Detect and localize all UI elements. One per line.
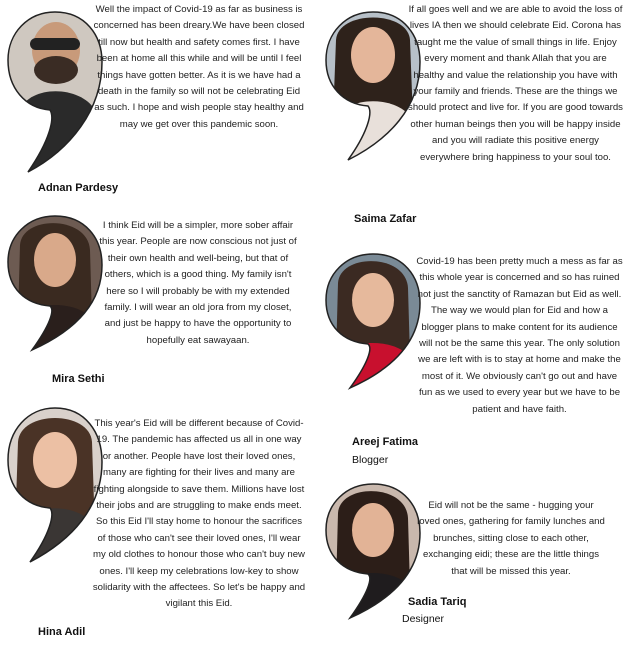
person-name: Saima Zafar (354, 213, 417, 225)
quote-text: This year's Eid will be different because of Covid-19. The pandemic has affected us all in one way or another. People have lost their loved ones, many are fighting for their lives and many are fighting alongside to save them. Millions have lost their jobs and are struggling to make ends meet. So this Eid I'll stay home to honour the sacrifices of those who can't see their loved ones, I'll wear my old clothes to honour those who can't buy new ones. I'll keep my celebrations low-key to show solidarity with the affectees. So let's be happy and vigilant this Eid. (92, 418, 306, 610)
quote-text: If all goes well and we are able to avoid the loss of lives IA then we should celebrate Eid. Corona has taught me the value of small things in life. Enjoy every moment and thank Allah that you are healthy and value the relationship you have with your family and friends. These are the things we should protect and live for. If you are good towards other human beings then you will be happy inside and you will radiate this positive energy everywhere bring happiness to your soul too. (408, 4, 623, 163)
person-name: Adnan Pardesy (38, 182, 119, 194)
person-name: Mira Sethi (52, 373, 105, 385)
card-sadia-tariq (318, 478, 625, 647)
quote-text: Covid-19 has been pretty much a mess as far as this whole year is concerned and so has ruined not just the sanctity of Ramazan but Eid as well. The way we would plan for Eid and how a blogger plans to make content for its audience will not be the same this year. The only solution we are left with is to stay at home and make the most of it. We obviously can't go out and have fun as we used to every year but we have to be patient and have faith. (416, 256, 623, 415)
card-adnan-pardesy (0, 0, 312, 205)
person-name: Sadia Tariq (408, 596, 467, 608)
quote-text: Eid will not be the same - hugging your loved ones, gathering for family lunches and brunches, sitting close to each other, exchanging eidi; these are the little things that will be missed this year. (417, 500, 605, 577)
person-title: Designer (402, 613, 445, 625)
card-mira-sethi (0, 210, 312, 390)
quote-text: Well the impact of Covid-19 as far as business is concerned has been dreary.We have been closed till now but health and safety comes first. I have been at home all this while and will be until I feel things have gotten better. As it is we have had a death in the family so will not be celebrating Eid as such. I hope and wish people stay healthy and may we get over this pandemic soon. (93, 4, 305, 130)
person-title: Blogger (352, 454, 389, 466)
quote-text: I think Eid will be a simpler, more sober affair this year. People are now conscious not just of their own health and well-being, but that of others, which is a good thing. My family isn't here so I will probably be with my extended family. I will wear an old jora from my closet, and just be happy to have the opportunity to hopefully eat sawayaan. (99, 220, 297, 346)
person-name: Hina Adil (38, 626, 86, 638)
card-hina-adil (0, 402, 312, 647)
person-name: Areej Fatima (352, 436, 419, 448)
comma-portrait-frame (0, 210, 110, 360)
card-saima-zafar (318, 0, 625, 235)
comma-portrait-frame (318, 248, 428, 398)
card-areej-fatima (318, 248, 625, 473)
